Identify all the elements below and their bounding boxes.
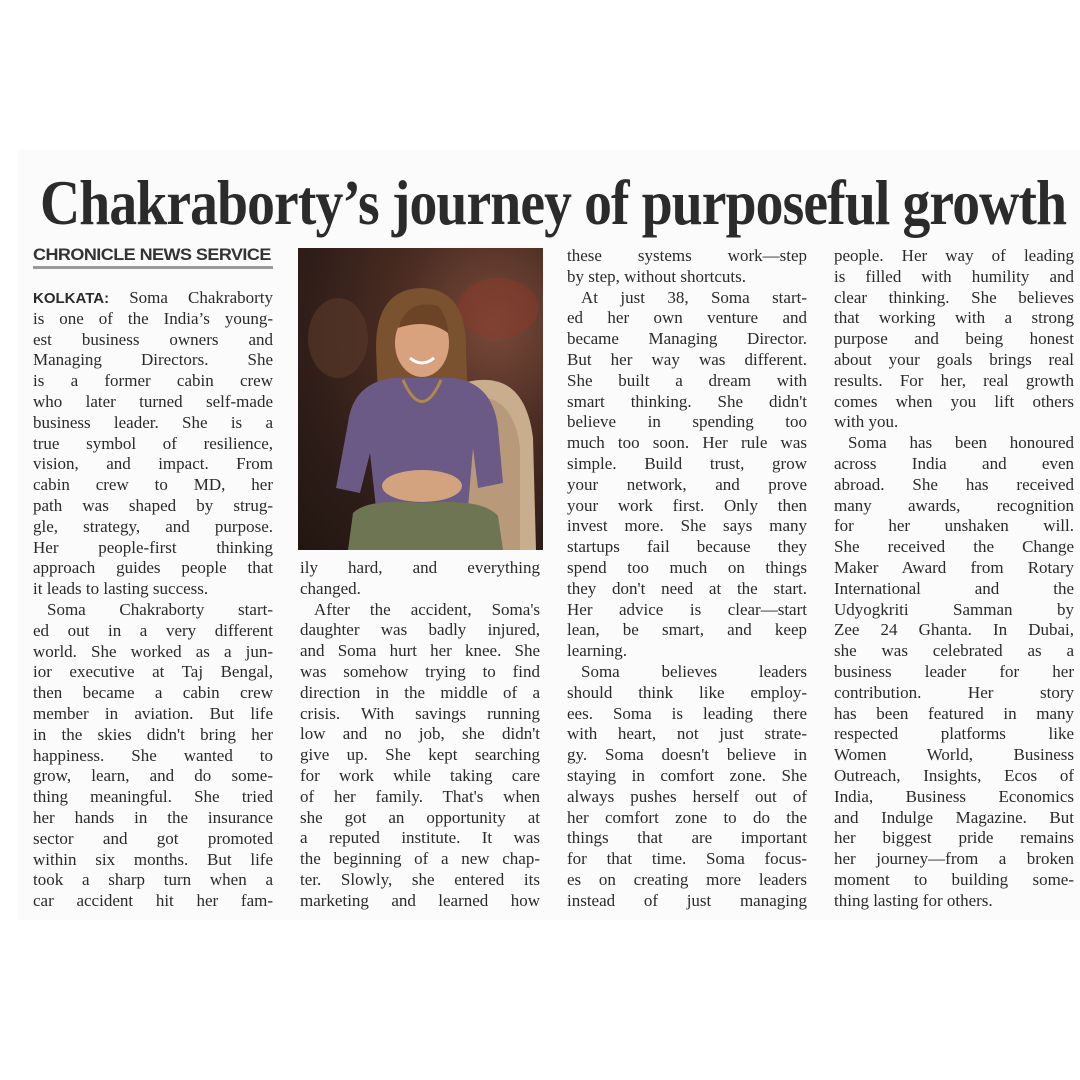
article-line: happiness. She wanted to — [33, 745, 273, 765]
article-line: gy. Soma doesn't believe in — [567, 745, 807, 765]
article-line: thing meaningful. She tried — [33, 787, 273, 807]
article-column-4 — [834, 246, 1074, 912]
article-line: International and the — [834, 578, 1074, 598]
article-line: Soma Chakraborty start- — [47, 599, 273, 619]
article-line: simple. Build trust, grow — [567, 453, 807, 473]
article-line: the beginning of a new chap- — [300, 849, 540, 869]
article-line: in the skies didn't bring her — [33, 724, 273, 744]
article-line: contribution. Her story — [834, 682, 1074, 702]
article-line: invest more. She says many — [567, 516, 807, 536]
article-line: is filled with humility and — [834, 266, 1074, 286]
article-line: learning. — [567, 641, 627, 661]
article-line: that working with a strong — [834, 308, 1074, 328]
article-line: She received the Change — [834, 537, 1074, 557]
article-line: ter. Slowly, she entered its — [300, 869, 540, 889]
article-line: smart thinking. She didn't — [567, 391, 807, 411]
article-line: respected platforms like — [834, 724, 1074, 744]
article-line: became Managing Director. — [567, 329, 807, 349]
article-line: her biggest pride remains — [834, 828, 1074, 848]
article-line: staying in comfort zone. She — [567, 765, 807, 785]
article-line: Women World, Business — [834, 745, 1074, 765]
article-line: member in aviation. But life — [33, 703, 273, 723]
article-line: who later turned self-made — [33, 391, 273, 411]
article-line: and Soma hurt her knee. She — [300, 641, 540, 661]
article-line: ior executive at Taj Bengal, — [33, 662, 273, 682]
article-line: always pushes herself out of — [567, 786, 807, 806]
article-line: her comfort zone to do the — [567, 807, 807, 827]
article-line: for that time. Soma focus- — [567, 849, 807, 869]
article-line: she was celebrated as a — [834, 641, 1074, 661]
article-line: for her unshaken will. — [834, 516, 1074, 536]
article-line: within six months. But life — [33, 849, 273, 869]
article-line: has been featured in many — [834, 703, 1074, 723]
article-line: ed out in a very different — [33, 620, 273, 640]
portrait-photo — [298, 248, 543, 550]
article-line: these systems work—step — [567, 246, 807, 265]
article-line: KOLKATA: Soma Chakraborty — [33, 288, 273, 307]
article-line: it leads to lasting success. — [33, 579, 209, 599]
article-line: approach guides people that — [33, 558, 273, 578]
article-line: business leader for her — [834, 661, 1074, 681]
article-line: She built a dream with — [567, 370, 807, 390]
article-column-1 — [33, 288, 273, 912]
article-line: should think like employ- — [567, 682, 807, 702]
article-line: Her people-first thinking — [33, 537, 273, 557]
byline-rule — [33, 266, 273, 269]
article-line: spend too much on things — [567, 557, 807, 577]
article-line: startups fail because they — [567, 537, 807, 557]
article-line: a reputed institute. It was — [300, 828, 540, 848]
article-line: is a former cabin crew — [33, 371, 273, 391]
article-line: her journey—from a broken — [834, 849, 1074, 869]
article-line: car accident hit her fam- — [33, 891, 273, 911]
article-line: with heart, not just strate- — [567, 724, 807, 744]
article-line: ed her own venture and — [567, 308, 807, 328]
article-line: your work first. Only then — [567, 495, 807, 515]
article-line: But her way was different. — [567, 349, 807, 369]
article-line: clear thinking. She believes — [834, 287, 1074, 307]
article-line: sector and got promoted — [33, 828, 273, 848]
article-line: Zee 24 Ghanta. In Dubai, — [834, 620, 1074, 640]
article-column-3 — [567, 246, 807, 912]
article-line: instead of just managing — [567, 890, 807, 910]
article-line: about your goals brings real — [834, 349, 1074, 369]
article-line: gle, strategy, and purpose. — [33, 516, 273, 536]
dateline: KOLKATA: — [33, 290, 110, 307]
article-line: lean, be smart, and keep — [567, 620, 807, 640]
article-line: of her family. That's when — [300, 786, 540, 806]
headline: Chakraborty’s journey of purposeful growth — [40, 167, 1067, 238]
article-line: people. Her way of leading — [834, 246, 1074, 265]
article-line: your network, and prove — [567, 474, 807, 494]
article-line: Soma believes leaders — [581, 661, 807, 681]
portrait-illustration — [298, 248, 543, 550]
article-line: for work while taking care — [300, 765, 540, 785]
article-line: results. For her, real growth — [834, 370, 1074, 390]
article-line: is one of the India’s young- — [33, 308, 273, 328]
article-line: Managing Directors. She — [33, 350, 273, 370]
article-line: was somehow trying to find — [300, 661, 540, 681]
article-line: Her advice is clear—start — [567, 599, 807, 619]
article-line: purpose and being honest — [834, 329, 1074, 349]
article-line: moment to building some- — [834, 869, 1074, 889]
article-line: daughter was badly injured, — [300, 620, 540, 640]
article-line: thing lasting for others. — [834, 890, 993, 910]
article-line: changed. — [300, 578, 361, 598]
article-line: across India and even — [834, 453, 1074, 473]
article-line: many awards, recognition — [834, 495, 1074, 515]
article-column-2 — [300, 558, 540, 912]
article-line: took a sharp turn when a — [33, 870, 273, 890]
article-line: with you. — [834, 412, 899, 432]
article-line: marketing and learned how — [300, 890, 540, 910]
article-line: grow, learn, and do some- — [33, 766, 273, 786]
article-line: comes when you lift others — [834, 391, 1074, 411]
article-line: things that are important — [567, 828, 807, 848]
article-line: give up. She kept searching — [300, 745, 540, 765]
article-line: they don't need at the start. — [567, 578, 807, 598]
article-line: business leader. She is a — [33, 412, 273, 432]
article-line: world. She worked as a jun- — [33, 641, 273, 661]
article-line: Soma has been honoured — [848, 433, 1074, 453]
article-line: es on creating more leaders — [567, 869, 807, 889]
article-line: then became a cabin crew — [33, 683, 273, 703]
article-line: believe in spending too — [567, 412, 807, 432]
article-line: Outreach, Insights, Ecos of — [834, 765, 1074, 785]
article-line: true symbol of resilience, — [33, 433, 273, 453]
article-line: she got an opportunity at — [300, 807, 540, 827]
article-line: Maker Award from Rotary — [834, 557, 1074, 577]
article-line: Udyogkriti Samman by — [834, 599, 1074, 619]
article-line: low and no job, she didn't — [300, 724, 540, 744]
article-line: At just 38, Soma start- — [581, 287, 807, 307]
byline: CHRONICLE NEWS SERVICE — [33, 245, 271, 264]
article-line: by step, without shortcuts. — [567, 266, 746, 286]
article-line: much too soon. Her rule was — [567, 433, 807, 453]
article-line: her hands in the insurance — [33, 807, 273, 827]
article-line: path was shaped by strug- — [33, 495, 273, 515]
article-line: crisis. With savings running — [300, 703, 540, 723]
article-line: abroad. She has received — [834, 474, 1074, 494]
article-line: est business owners and — [33, 329, 273, 349]
article-line: vision, and impact. From — [33, 454, 273, 474]
article-line: After the accident, Soma's — [314, 599, 540, 619]
article-line: and Indulge Magazine. But — [834, 807, 1074, 827]
article-line: India, Business Economics — [834, 786, 1074, 806]
article-line: ees. Soma is leading there — [567, 703, 807, 723]
article-line: ily hard, and everything — [300, 558, 540, 577]
article-line: direction in the middle of a — [300, 682, 540, 702]
article-line: cabin crew to MD, her — [33, 475, 273, 495]
